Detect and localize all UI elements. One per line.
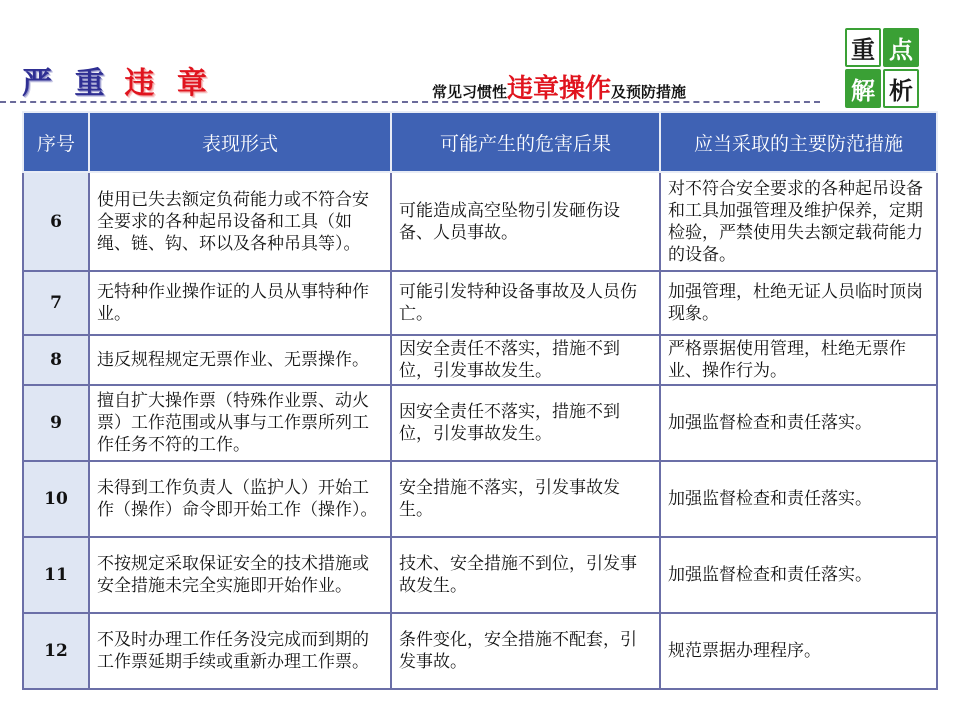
table-row xyxy=(23,461,937,537)
row-form: 不及时办理工作任务没完成而到期的工作票延期手续或重新办理工作票。 xyxy=(89,613,391,689)
row-number: 8 xyxy=(23,335,89,385)
row-harm: 因安全责任不落实，措施不到位，引发事故发生。 xyxy=(391,335,660,385)
slide-subtitle xyxy=(432,68,686,105)
row-harm: 可能造成高空坠物引发砸伤设备、人员事故。 xyxy=(391,172,660,271)
slide-title xyxy=(22,58,213,102)
row-measure: 对不符合安全要求的各种起吊设备和工具加强管理及维护保养，定期检验，严禁使用失去额定载荷能力的设备。 xyxy=(660,172,937,271)
row-form: 使用已失去额定负荷能力或不符合安全要求的各种起吊设备和工具（如绳、链、钩、环以及各种吊具等）。 xyxy=(89,172,391,271)
row-measure: 加强监督检查和责任落实。 xyxy=(660,537,937,613)
header-harm: 可能产生的危害后果 xyxy=(391,112,660,172)
slide-title-part2: 违 章 xyxy=(124,66,213,101)
table-row xyxy=(23,613,937,689)
table-row xyxy=(23,537,937,613)
header-number: 序号 xyxy=(23,112,89,172)
subtitle-part1: 常见习惯性 xyxy=(432,83,508,101)
row-harm: 技术、安全措施不到位，引发事故发生。 xyxy=(391,537,660,613)
row-harm: 可能引发特种设备事故及人员伤亡。 xyxy=(391,271,660,335)
row-number: 11 xyxy=(23,537,89,613)
row-form: 擅自扩大操作票（特殊作业票、动火票）工作范围或从事与工作票所列工作任务不符的工作。 xyxy=(89,385,391,461)
row-measure: 加强监督检查和责任落实。 xyxy=(660,461,937,537)
subtitle-part3: 及预防措施 xyxy=(611,83,687,101)
row-number: 12 xyxy=(23,613,89,689)
table-row xyxy=(23,385,937,461)
row-form: 未得到工作负责人（监护人）开始工作（操作）命令即开始工作（操作）。 xyxy=(89,461,391,537)
header-form: 表现形式 xyxy=(89,112,391,172)
row-measure: 规范票据办理程序。 xyxy=(660,613,937,689)
row-number: 10 xyxy=(23,461,89,537)
row-harm: 安全措施不落实，引发事故发生。 xyxy=(391,461,660,537)
row-measure: 加强管理，杜绝无证人员临时顶岗现象。 xyxy=(660,271,937,335)
row-measure: 加强监督检查和责任落实。 xyxy=(660,385,937,461)
header-divider xyxy=(0,101,820,103)
table-row xyxy=(23,172,937,271)
subtitle-part2: 违章操作 xyxy=(507,74,612,104)
table-row xyxy=(23,335,937,385)
violations-table xyxy=(22,111,938,690)
row-harm: 条件变化，安全措施不配套，引发事故。 xyxy=(391,613,660,689)
row-number: 7 xyxy=(23,271,89,335)
badge-char-2: 点 xyxy=(883,28,919,67)
slide-title-part1: 严 重 xyxy=(22,66,111,101)
row-number: 9 xyxy=(23,385,89,461)
row-number: 6 xyxy=(23,172,89,271)
row-measure: 严格票据使用管理，杜绝无票作业、操作行为。 xyxy=(660,335,937,385)
row-harm: 因安全责任不落实，措施不到位，引发事故发生。 xyxy=(391,385,660,461)
badge-char-3: 解 xyxy=(845,69,881,108)
key-analysis-badge xyxy=(845,28,919,105)
header-measure: 应当采取的主要防范措施 xyxy=(660,112,937,172)
badge-char-4: 析 xyxy=(883,69,919,108)
table-header-row xyxy=(23,112,937,172)
badge-char-1: 重 xyxy=(845,28,881,67)
row-form: 违反规程规定无票作业、无票操作。 xyxy=(89,335,391,385)
row-form: 不按规定采取保证安全的技术措施或安全措施未完全实施即开始作业。 xyxy=(89,537,391,613)
row-form: 无特种作业操作证的人员从事特种作业。 xyxy=(89,271,391,335)
table-row xyxy=(23,271,937,335)
